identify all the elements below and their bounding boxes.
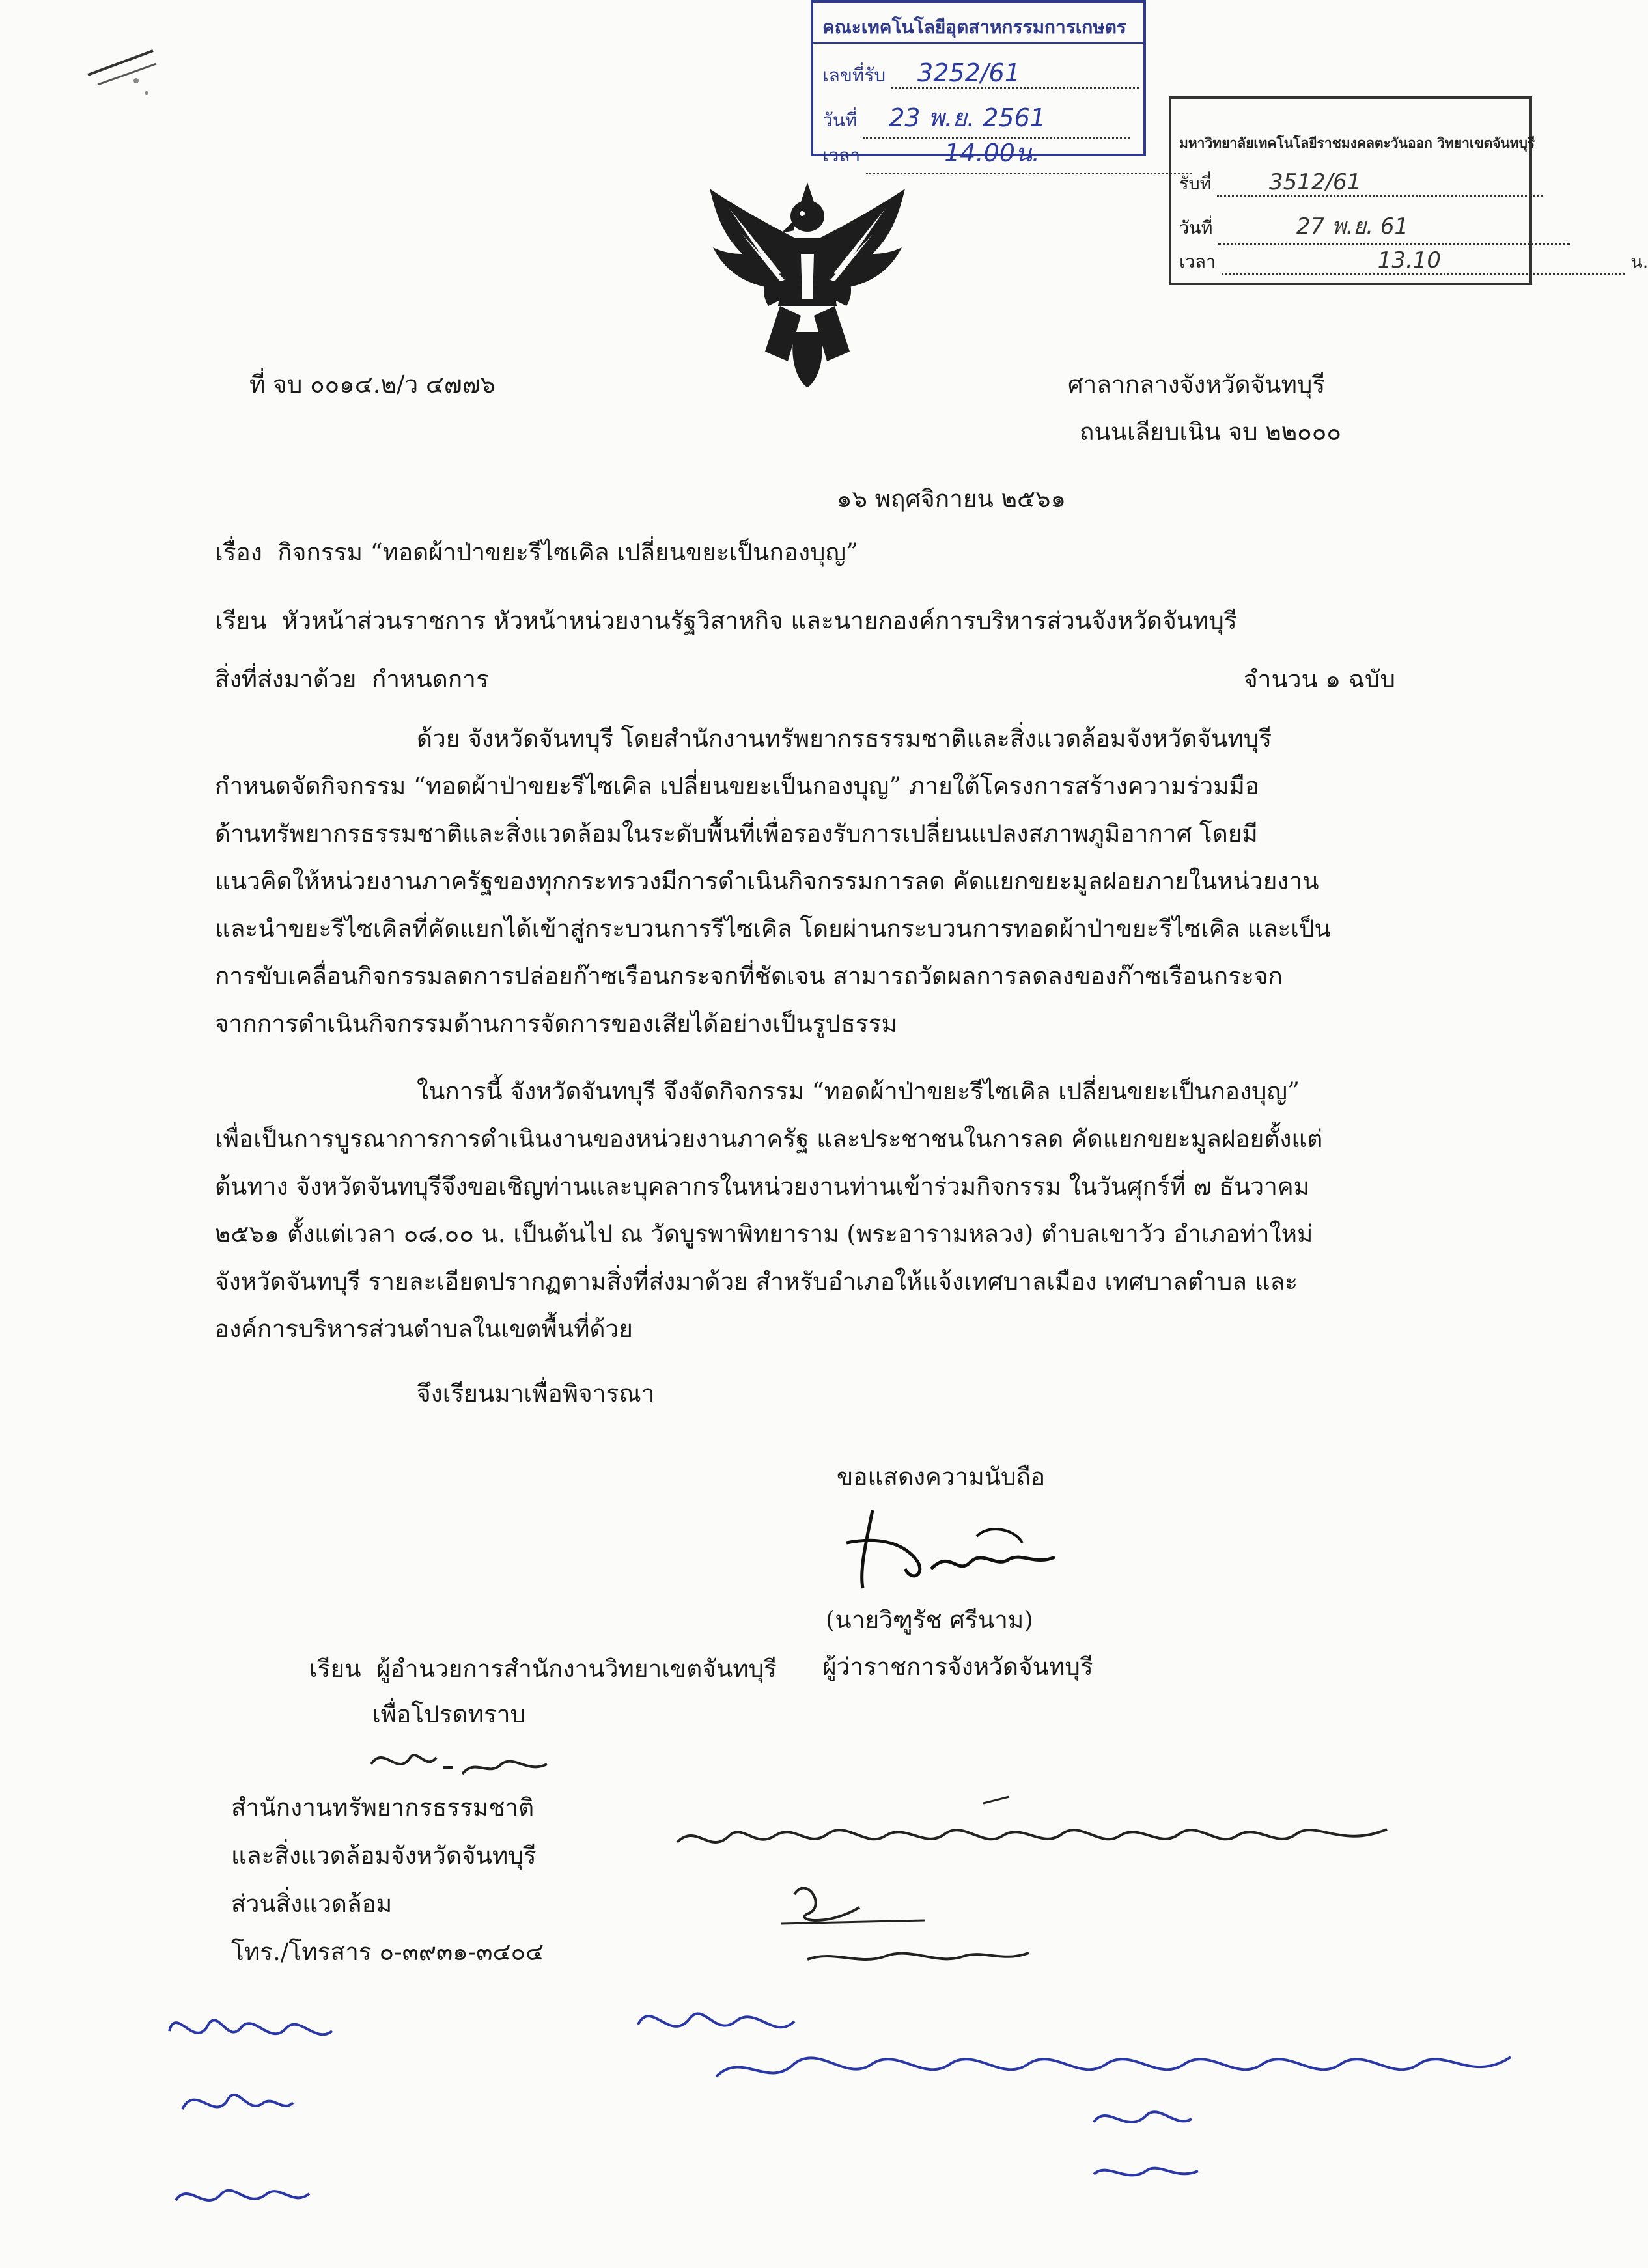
complimentary-close: ขอแสดงความนับถือ [837, 1463, 1046, 1491]
to-label: เรียน [215, 607, 267, 635]
enclosure-line [215, 667, 489, 691]
salutation-line [215, 609, 1237, 633]
corner-scribble-icon [85, 46, 163, 91]
stamp-faculty-date-value: 23 พ.ย. 2561 [863, 98, 1130, 139]
subject-text: กิจกรรม “ทอดผ้าป่าขยะรีไซเคิล เปลี่ยนขยะเป็นกองบุญ” [277, 538, 858, 566]
to-text: หัวหน้าส่วนราชการ หัวหน้าหน่วยงานรัฐวิสาหกิจ และนายกองค์การบริหารส่วนจังหวัดจันทบุรี [282, 607, 1237, 635]
office-address: ถนนเลียบเนิน จบ ๒๒๐๐๐ [1080, 418, 1341, 446]
handwritten-blue-right-icon [625, 1985, 1524, 2194]
paragraph-line: กำหนดจัดกิจกรรม “ทอดผ้าป่าขยะรีไซเคิล เปลี่ยนขยะเป็นกองบุญ” ภายใต้โครงการสร้างความร่วมมือ [215, 772, 1260, 800]
stamp-faculty-no-value: 3252/61 [891, 59, 1139, 89]
endorsement-to-label: เรียน [309, 1655, 361, 1683]
paragraph-line: ด้วย จังหวัดจันทบุรี โดยสำนักงานทรัพยากรธรรมชาติและสิ่งแวดล้อมจังหวัดจันทบุรี [417, 725, 1272, 753]
paragraph-line: ด้านทรัพยากรธรรมชาติและสิ่งแวดล้อมในระดับพื้นที่เพื่อรองรับการเปลี่ยนแปลงสภาพภูมิอากาศ โดยมี [215, 820, 1258, 848]
paragraph-line: จากการดำเนินกิจกรรมด้านการจัดการของเสียได้อย่างเป็นรูปธรรม [215, 1010, 897, 1038]
closing-request: จึงเรียนมาเพื่อพิจารณา [417, 1379, 655, 1407]
sender-line: โทร./โทรสาร ๐-๓๙๓๑-๓๔๐๔ [231, 1938, 544, 1966]
garuda-emblem-icon [703, 176, 912, 391]
sender-line: และสิ่งแวดล้อมจังหวัดจันทบุรี [231, 1842, 537, 1870]
sender-line: สำนักงานทรัพยากรธรรมชาติ [231, 1793, 535, 1821]
letter-date: ๑๖ พฤศจิกายน ๒๕๖๑ [837, 485, 1066, 513]
sender-block [231, 1784, 544, 1976]
subject-line [215, 540, 858, 564]
paragraph-line: เพื่อเป็นการบูรณาการการดำเนินงานของหน่วยงานภาครัฐ และประชาชนในการลด คัดแยกขยะมูลฝอยตั้งแต่ [215, 1125, 1323, 1153]
receipt-stamp-university [1169, 96, 1648, 285]
subject-label: เรื่อง [215, 538, 262, 566]
stamp-university-date-label: วันที่ [1179, 218, 1213, 238]
signer-name: (นายวิฑูรัช ศรีนาม) [826, 1606, 1033, 1634]
governor-signature-icon [827, 1497, 1100, 1601]
stamp-faculty-time-value: 14.00น. [866, 133, 1192, 174]
paragraph-line: จังหวัดจันทบุรี รายละเอียดปรากฏตามสิ่งที่ส่งมาด้วย สำหรับอำเภอให้แจ้งเทศบาลเมือง เทศบาลตำบล และ [215, 1267, 1298, 1295]
signer-title: ผู้ว่าราชการจังหวัดจันทบุรี [822, 1653, 1093, 1681]
reference-number: ที่ จบ ๐๐๑๔.๒/ว ๔๗๗๖ [249, 370, 496, 398]
stamp-faculty-name: คณะเทคโนโลยีอุตสาหกรรมการเกษตร [822, 16, 1126, 38]
stamp-faculty-date-label: วันที่ [822, 109, 858, 131]
stamp-university-date-value: 27 พ.ย. 61 [1218, 208, 1570, 245]
handwritten-signoff-icon [768, 1868, 1107, 1972]
paragraph-line: ๒๕๖๑ ตั้งแต่เวลา ๐๘.๐๐ น. เป็นต้นไป ณ วัดบูรพาพิทยาราม (พระอารามหลวง) ตำบลเขาวัว อำเภอท่าใหม่ [215, 1220, 1313, 1248]
sender-line: ส่วนสิ่งแวดล้อม [231, 1890, 393, 1918]
handwritten-initial-note-icon [365, 1732, 573, 1790]
endorsement-purpose: เพื่อโปรดทราบ [372, 1700, 526, 1728]
receipt-stamp-faculty [811, 0, 1146, 167]
stamp-university-no-value: 3512/61 [1217, 169, 1543, 197]
paragraph-line: และนำขยะรีไซเคิลที่คัดแยกได้เข้าสู่กระบวนการรีไซเคิล โดยผ่านกระบวนการทอดผ้าป่าขยะรีไซเคิล และเป็น [215, 915, 1331, 943]
speck [133, 78, 139, 83]
paragraph-line: แนวคิดให้หน่วยงานภาครัฐของทุกกระทรวงมีการดำเนินกิจกรรมการลด คัดแยกขยะมูลฝอยภายในหน่วยงาน [215, 867, 1319, 895]
stamp-university-time-value: 13.10 [1222, 247, 1625, 275]
paragraph-line: ในการนี้ จังหวัดจันทบุรี จึงจัดกิจกรรม “ทอดผ้าป่าขยะรีไซเคิล เปลี่ยนขยะเป็นกองบุญ” [417, 1077, 1300, 1105]
stamp-university-no-label: รับที่ [1179, 174, 1212, 194]
body-paragraph-1 [215, 715, 1439, 1047]
handwritten-blue-left-icon [156, 1992, 365, 2239]
paragraph-line: ต้นทาง จังหวัดจันทบุรีจึงขอเชิญท่านและบุคลากรในหน่วยงานท่านเข้าร่วมกิจกรรม ในวันศุกร์ที่ ๗ ธันวาคม [215, 1172, 1310, 1200]
paragraph-line: องค์การบริหารส่วนตำบลในเขตพื้นที่ด้วย [215, 1315, 633, 1343]
enclosure-count: จำนวน ๑ ฉบับ [1244, 665, 1396, 693]
issuing-office: ศาลากลางจังหวัดจันทบุรี [1068, 370, 1326, 398]
stamp-faculty-no-label: เลขที่รับ [822, 64, 886, 86]
stamp-university-time-unit: น. [1630, 252, 1648, 272]
stamp-faculty-time-label: เวลา [822, 145, 861, 166]
enclosure-label: สิ่งที่ส่งมาด้วย [215, 665, 357, 693]
enclosure-text: กำหนดการ [371, 665, 489, 693]
endorsement-to-text: ผู้อำนวยการสำนักงานวิทยาเขตจันทบุรี [376, 1655, 777, 1683]
endorsement-to-line [309, 1657, 777, 1681]
body-paragraph-2 [215, 1068, 1439, 1353]
speck [145, 91, 148, 95]
stamp-university-name: มหาวิทยาลัยเทคโนโลยีราชมงคลตะวันออก วิทยาเขตจันทบุรี [1179, 135, 1535, 151]
stamp-university-time-label: เวลา [1179, 252, 1216, 272]
paragraph-line: การขับเคลื่อนกิจกรรมลดการปล่อยก๊าซเรือนกระจกที่ชัดเจน สามารถวัดผลการลดลงของก๊าซเรือนกระจก [215, 962, 1283, 990]
